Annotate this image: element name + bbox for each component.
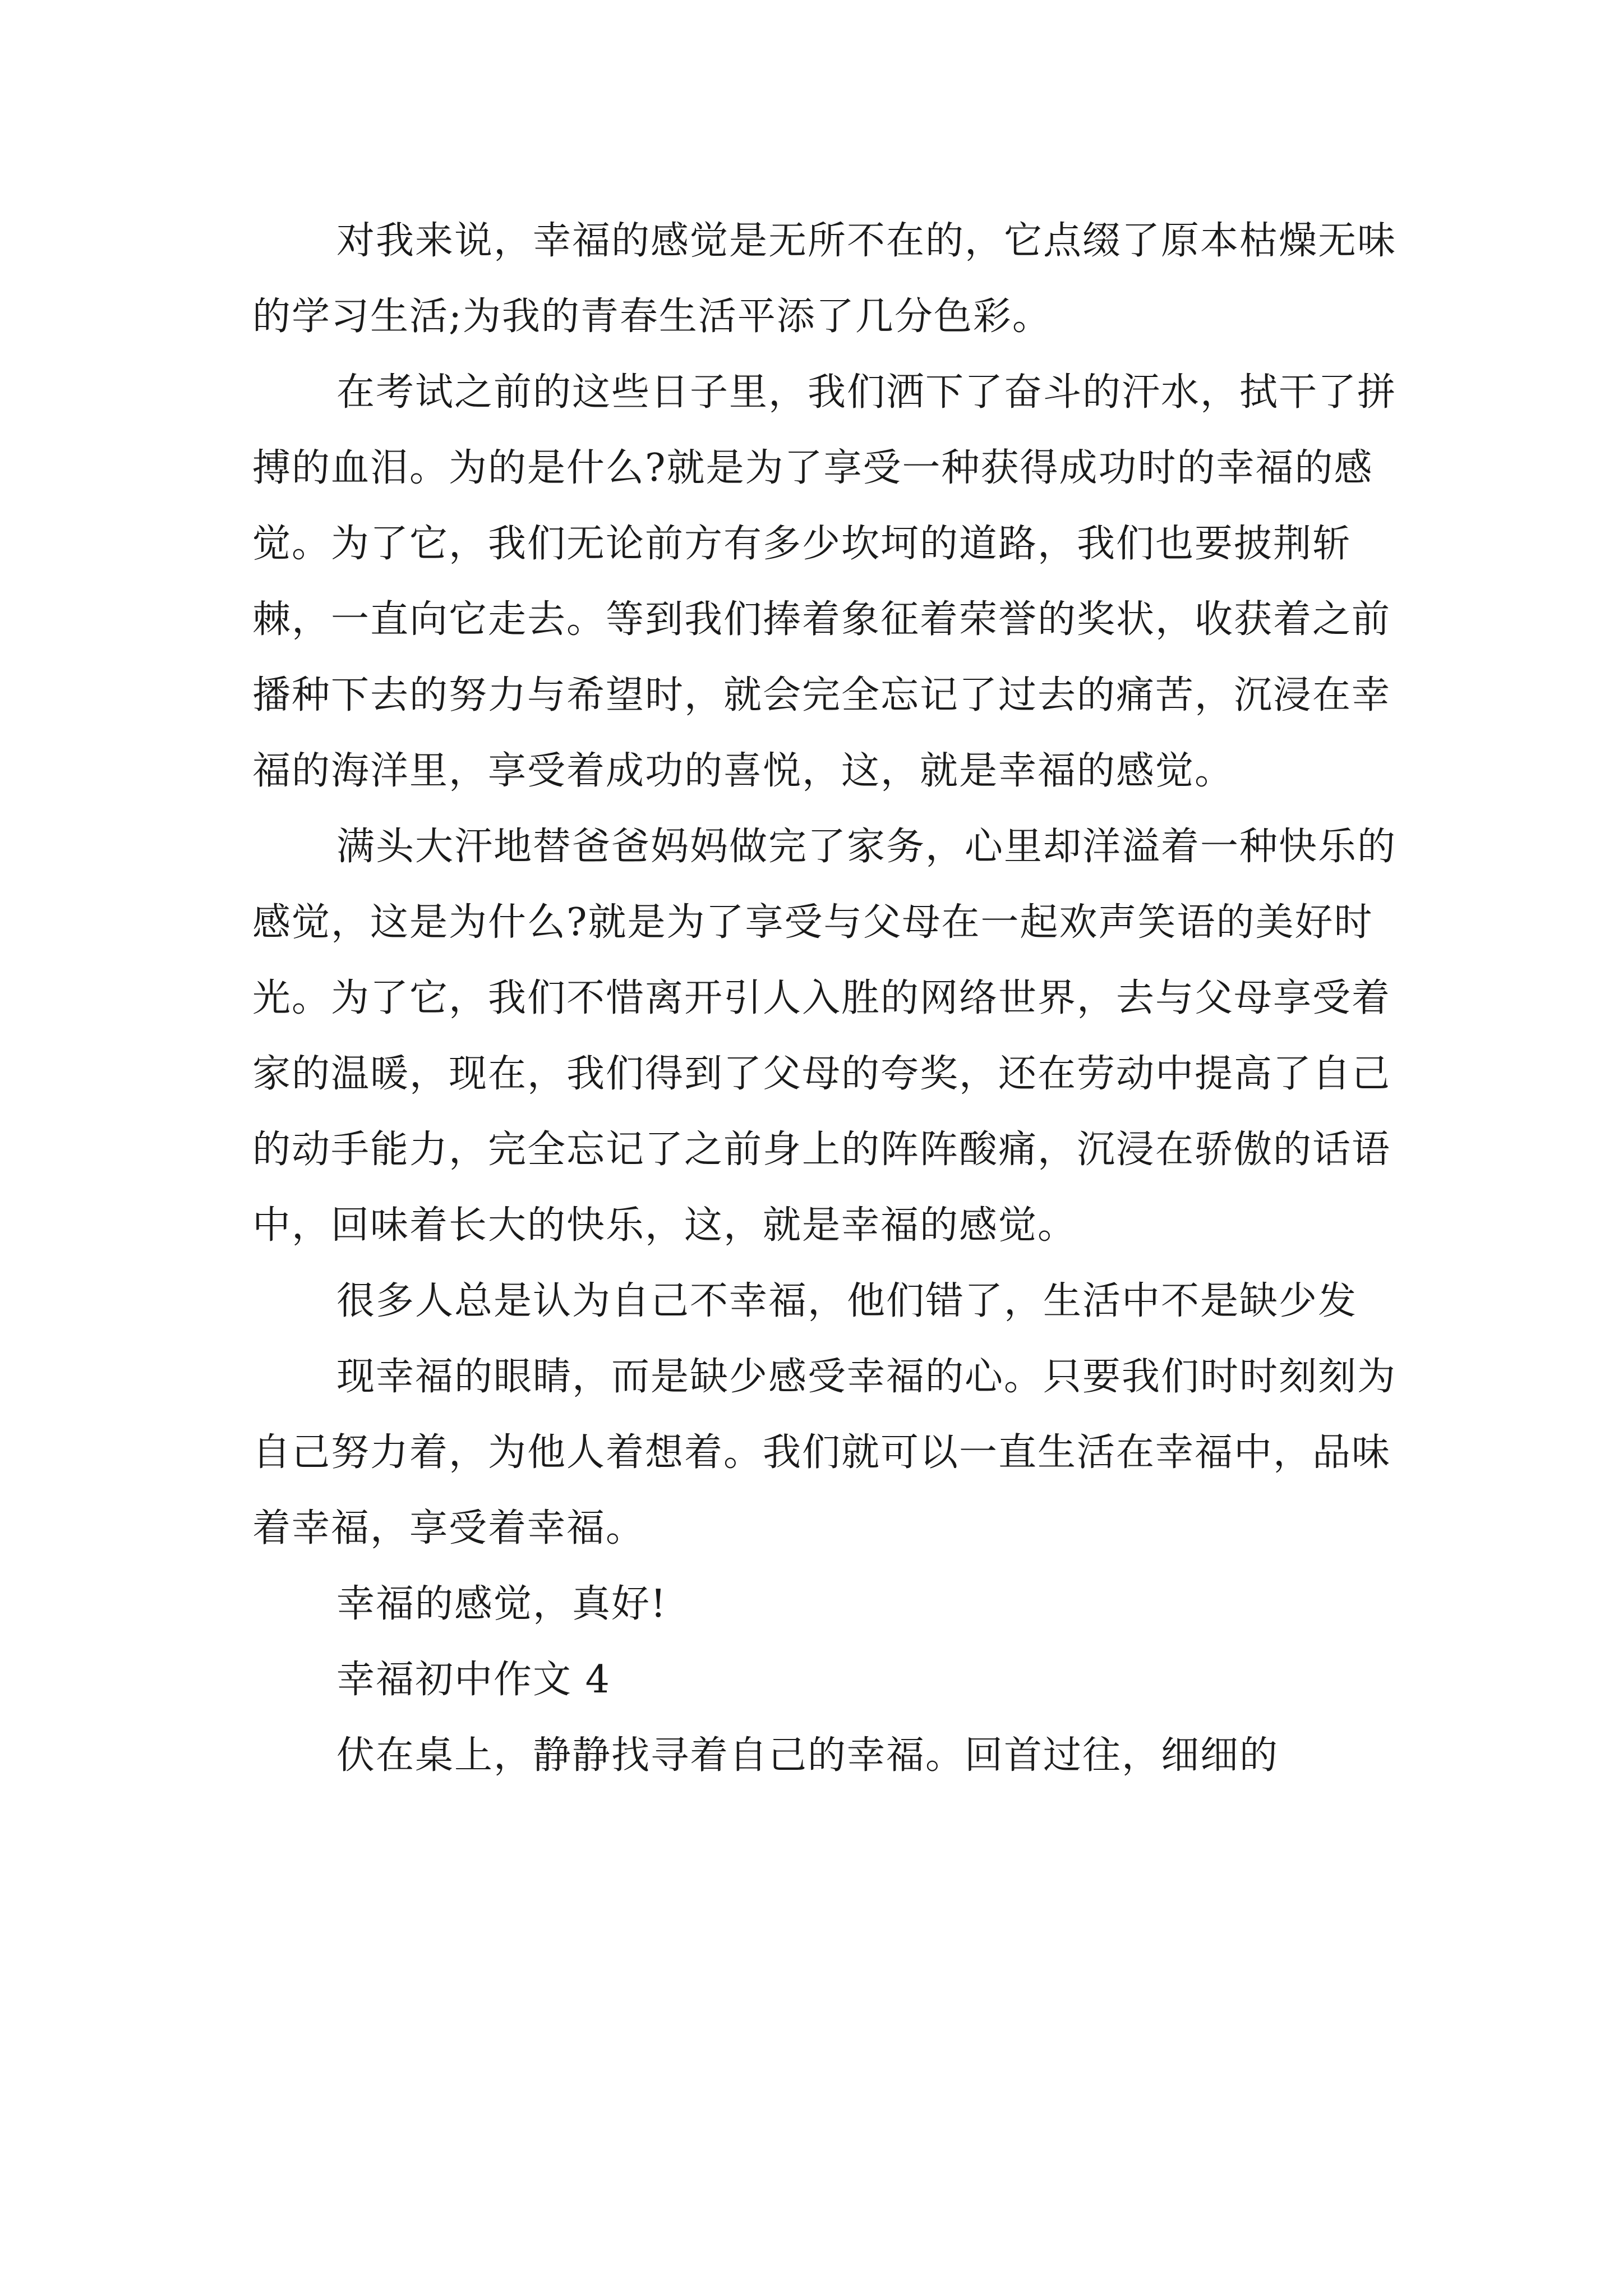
- paragraph-5: 现幸福的眼睛，而是缺少感受幸福的心。只要我们时时刻刻为自己努力着，为他人着想着。我们就可以一直生活在幸福中，品味着幸福，享受着幸福。: [252, 1355, 1397, 1550]
- section-heading: 幸福初中作文 4: [336, 1658, 611, 1702]
- paragraph-2: 在考试之前的这些日子里，我们洒下了奋斗的汗水，拭干了拼搏的血泪。为的是什么?就是为了享受一种获得成功时的幸福的感觉。为了它，我们无论前方有多少坎坷的道路，我们也要披荆斩棘，一直向它走去。等到我们捧着象征着荣誉的奖状，收获着之前播种下去的努力与希望时，就会完全忘记了过去的痛苦，沉浸在幸福的海洋里，享受着成功的喜悦，这，就是幸福的感觉。: [252, 370, 1397, 793]
- paragraph-3: 满头大汗地替爸爸妈妈做完了家务，心里却洋溢着一种快乐的感觉，这是为什么?就是为了享受与父母在一起欢声笑语的美好时光。为了它，我们不惜离开引人入胜的网络世界，去与父母享受着家的温暖，现在，我们得到了父母的夸奖，还在劳动中提高了自己的动手能力，完全忘记了之前身上的阵阵酸痛，沉浸在骄傲的话语中，回味着长大的快乐，这，就是幸福的感觉。: [252, 825, 1397, 1248]
- document-body: [252, 203, 1396, 1793]
- paragraph-4: 很多人总是认为自己不幸福，他们错了，生活中不是缺少发: [336, 1279, 1358, 1323]
- paragraph-6: 幸福的感觉，真好!: [336, 1582, 667, 1626]
- paragraph-7: 伏在桌上，静静找寻着自己的幸福。回首过往，细细的: [336, 1733, 1279, 1778]
- paragraph-1: 对我来说，幸福的感觉是无所不在的，它点缀了原本枯燥无味的学习生活;为我的青春生活平添了几分色彩。: [252, 219, 1397, 339]
